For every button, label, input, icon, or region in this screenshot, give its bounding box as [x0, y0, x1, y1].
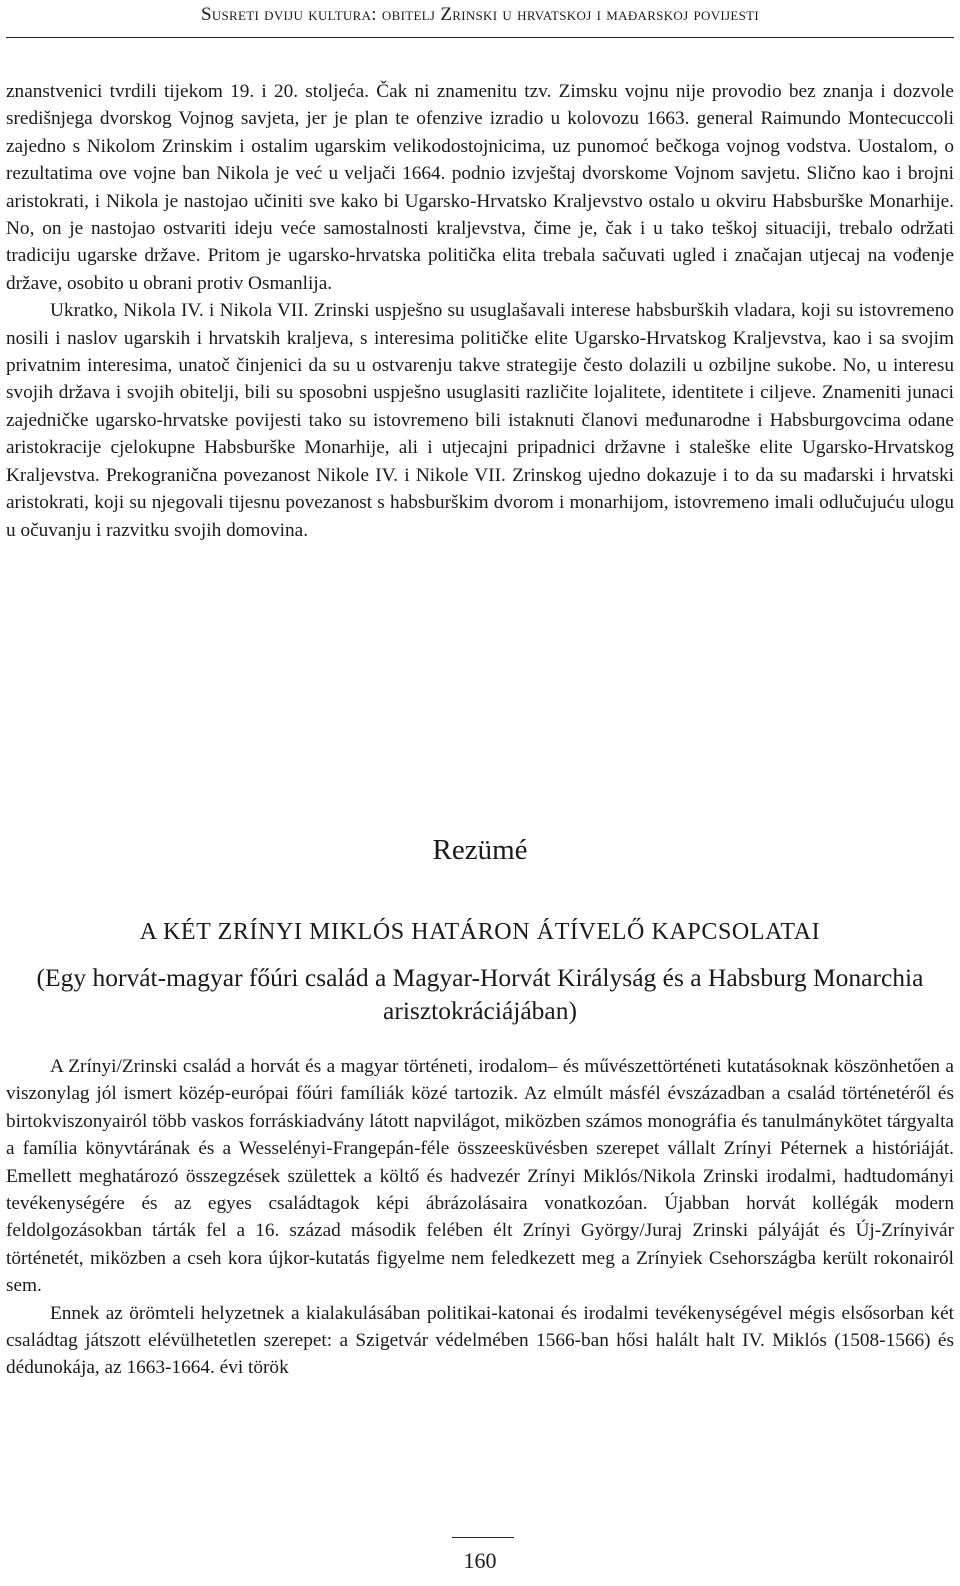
summary-paragraph: Ennek az örömteli helyzetnek a kialakulásában politikai-katonai és irodalmi tevékenységével mégis elsősorban két családtag játszott elévülhetetlen szerepet: a Szigetvár védelmében 1566-ban hősi halált halt IV. Miklós (1508-1566) és dédunokája, az 1663-1664. évi török [6, 1302, 954, 1379]
summary-title: A KÉT ZRÍNYI MIKLÓS HATÁRON ÁTÍVELŐ KAPCSOLATAI [139, 919, 821, 945]
page-number: 160 [463, 1548, 497, 1573]
footer-rule [452, 1537, 514, 1538]
running-head: Susreti dviju kultura: obitelj Zrinski u hrvatskoj i mađarskoj povijesti [200, 4, 760, 25]
body-paragraph: Ukratko, Nikola IV. i Nikola VII. Zrinski uspješno su usuglašavali interese habsburških vladara, koji su istovremeno nosili i naslov ugarskih i hrvatskih kraljeva, s interesima političke elite Ugarsko-Hrvatskog Kraljevstva, kao i sa svojim privatnim interesima, unatoč činjenici da su u ostvarenju takve strategije često dolazili u ozbiljne sukobe. No, u interesu svojih država i svojih obitelji, bili su sposobni uspješno usuglasiti različite lojalitete, identitete i ciljeve. Znameniti junaci zajedničke ugarsko-hrvatske povijesti tako su istovremeno bili istaknuti članovi međunarodne i Habsburgovcima odane aristokracije cjelokupne Habsburške Monarhije, ali i utjecajni pripadnici državne i staleške elite Ugarsko-Hrvatskog Kraljevstva. Prekogranična povezanost Nikole IV. i Nikole VII. Zrinskog ujedno dokazuje i to da su mađarski i hrvatski aristokrati, koji su njegovali tijesnu povezanost s habsburškim dvorom i monarhijom, istovremeno imali odlučujuću ulogu u očuvanju i razvitku svojih domovina. [6, 300, 954, 541]
header-rule [6, 37, 954, 38]
body-paragraph: znanstvenici tvrdili tijekom 19. i 20. stoljeća. Čak ni znamenitu tzv. Zimsku vojnu nije provodio bez znanja i dozvole središnjega dvorskog Vojnog savjeta, jer je plan te ofenzive izradio u kolovozu 1663. general Raimundo Montecuccoli zajedno s Nikolom Zrinskim i ostalim ugarskim velikodostojnicima, uz punomoć bečkoga vojnog vodstva. Uostalom, o rezultatima ove vojne ban Nikola je već u veljači 1664. podnio izvještaj dvorskome Vojnom savjetu. Slično kao i brojni aristokrati, i Nikola je nastojao učiniti sve kako bi Ugarsko-Hrvatsko Kraljevstvo ostalo u okviru Habsburške Monarhije. No, on je nastojao ostvariti ideju veće samostalnosti kraljevstva, čime je, čak i u tako teškoj situaciji, trebalo održati tradiciju ugarske države. Pritom je ugarsko-hrvatska politička elita trebala sačuvati ugled i značajan utjecaj na vođenje države, osobito u obrani protiv Osmanlija. [6, 81, 954, 294]
summary-subtitle: (Egy horvát-magyar főúri család a Magyar-Horvát Királyság és a Habsburg Monarchia arisztokráciájában) [36, 963, 924, 1025]
summary-paragraph: A Zrínyi/Zrinski család a horvát és a magyar történeti, irodalom– és művészettörténeti kutatásoknak köszönhetően a viszonylag jól ismert közép-európai főúri famíliák közé tartozik. Az elmúlt másfél évszázadban a család történetéről és birtokviszonyairól több vaskos forráskiadvány látott napvilágot, miközben számos monográfia és tanulmánykötet tárgyalta a família könyvtárának és a Wesselényi-Frangepán-féle összeesküvésben szerepet vállalt Zrínyi Péternek a históriáját. Emellett meghatározó összegzések születtek a költő és hadvezér Zrínyi Miklós/Nikola Zrinski irodalmi, hadtudományi tevékenységére és az egyes családtagok képi ábrázolásaira vonatkozóan. Újabban horvát kollégák modern feldolgozásokban tárták fel a 16. század második felében élt Zrínyi György/Juraj Zrinski pályáját és Új-Zrínyivár történetét, miközben a cseh kora újkor-kutatás figyelme nem feledkezett meg a Zrínyiek Csehországba került rokonairól sem. [6, 1056, 954, 1297]
summary-heading: Rezümé [432, 834, 528, 866]
summary-text [6, 1053, 954, 1382]
body-text [6, 78, 954, 544]
